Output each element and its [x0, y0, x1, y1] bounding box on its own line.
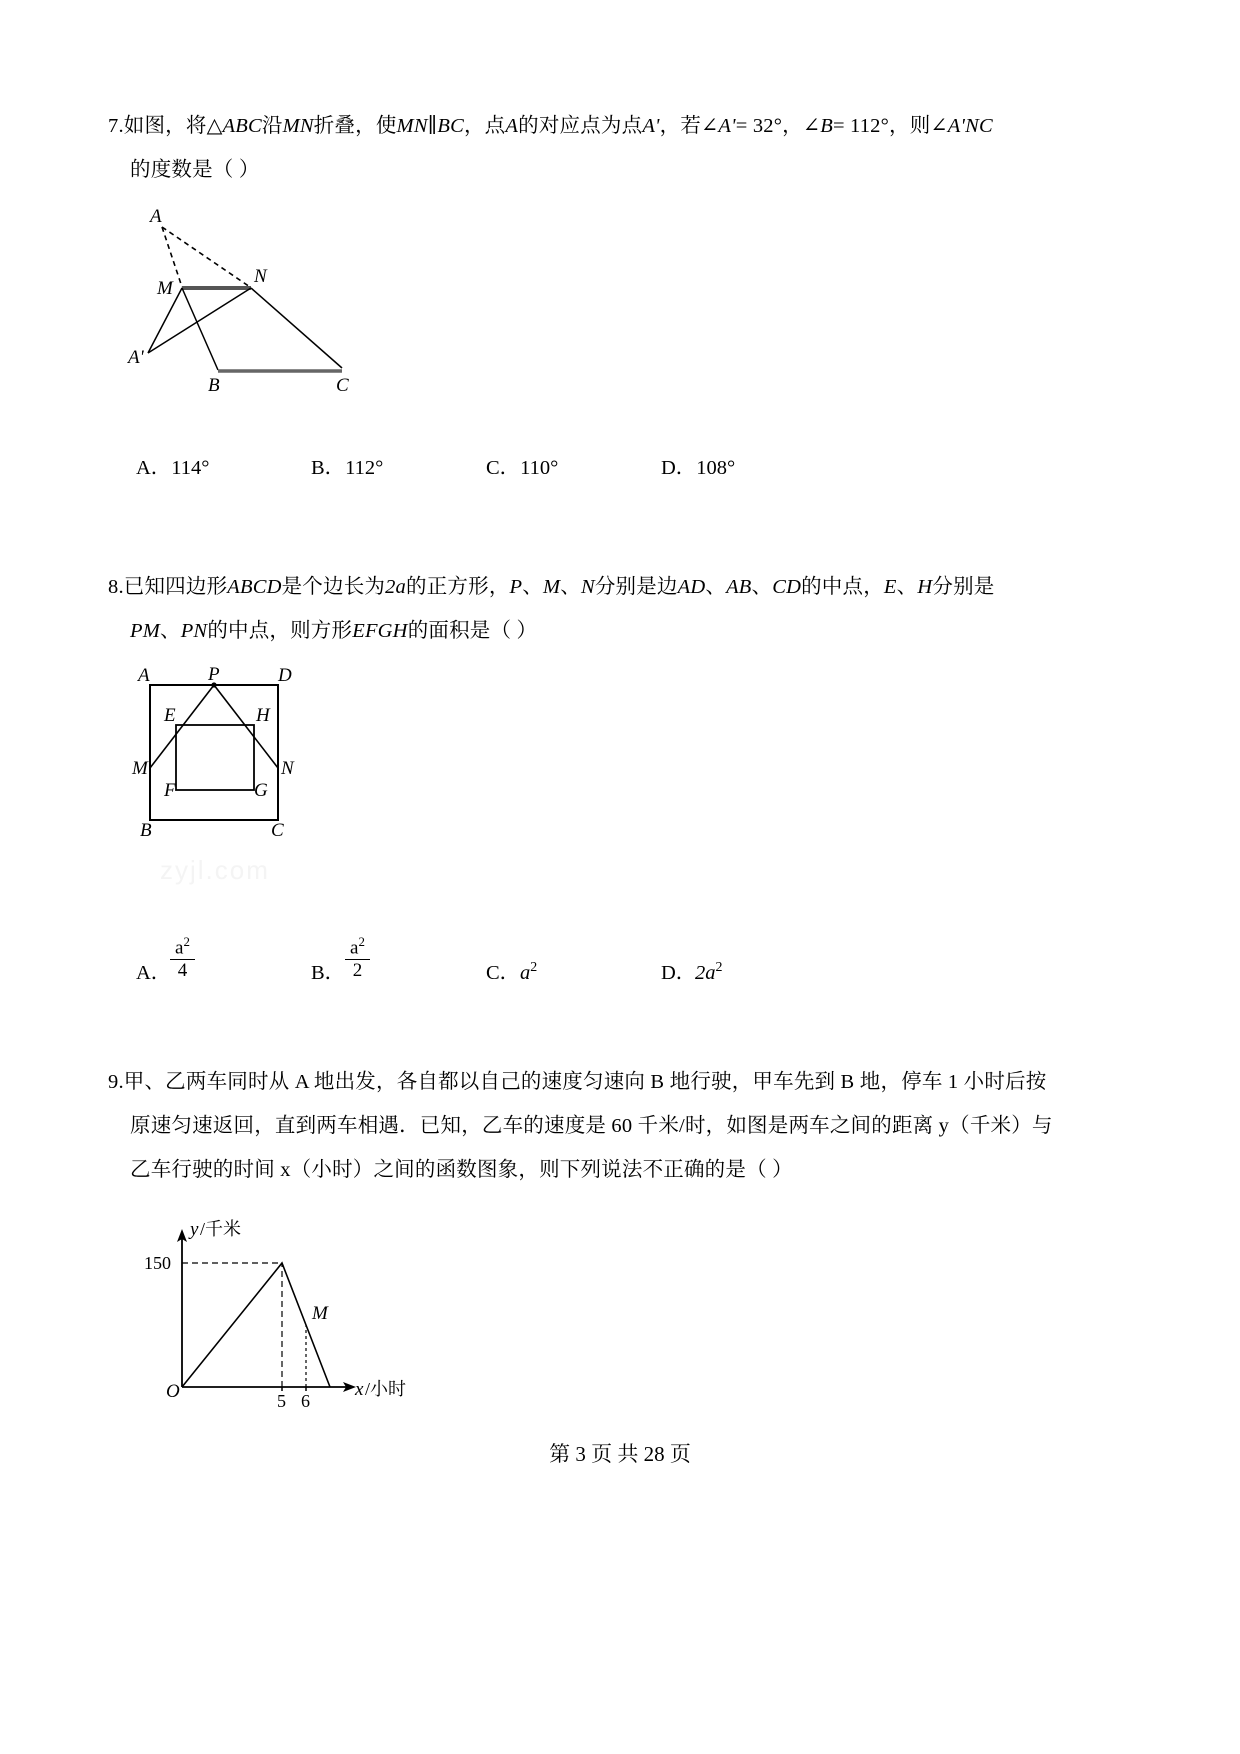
x-tick-label-6: 6 [301, 1391, 310, 1411]
figure-label-a: A [150, 206, 162, 227]
q8-text-q: 的中点， [801, 576, 884, 598]
q8-option-b-denominator: 2 [352, 960, 363, 982]
origin-label: O [166, 1381, 180, 1402]
q7-option-a[interactable] [136, 450, 311, 480]
q7-math-anc: A'NC [947, 115, 993, 137]
q8-sep-5: 、 [896, 576, 918, 598]
data-line-series [182, 1263, 330, 1387]
figure8-label-e: E [164, 705, 176, 726]
q8-text-a: 8.已知四边形 [108, 576, 228, 598]
question-8-options [136, 933, 836, 985]
q8-math-p: P [509, 576, 523, 598]
question-9-chart [120, 1215, 450, 1411]
figure8-label-h: H [256, 705, 270, 726]
x-axis-label: x [355, 1379, 364, 1400]
q8-math-ab: AB [726, 576, 752, 598]
q8-math-pn: PN [180, 620, 208, 642]
q8-text-c: 是个边长为 [281, 576, 386, 598]
distance-time-graph [120, 1215, 450, 1411]
q7-text-l: ，若∠ [659, 115, 719, 137]
q8-math-2a: 2a [385, 576, 407, 598]
question-9-line-3: 乙车行驶的时间 x（小时）之间的函数图象，则下列说法不正确的是（ ） [130, 1159, 793, 1181]
q7-math-aprime2: A' [718, 115, 736, 137]
figure8-label-b: B [140, 820, 152, 841]
q7-math-a: A [505, 115, 519, 137]
q8-option-a-denominator: 4 [177, 960, 188, 982]
q7-text-p: = 112°，则∠ [832, 115, 948, 137]
q8-option-d-value [695, 960, 722, 985]
q7-option-d[interactable] [661, 450, 836, 480]
q8-math-efgh: EFGH [352, 620, 408, 642]
figure-label-c: C [336, 375, 349, 396]
q8-math-ad: AD [677, 576, 706, 598]
q7-option-c-label: C．110° [486, 457, 559, 479]
q8-option-a-numerator [170, 935, 195, 960]
segment-pn [214, 685, 278, 768]
q7-math-bc: BC [437, 115, 464, 137]
q7-option-a-label: A．114° [136, 457, 210, 479]
y-axis-unit: /千米 [200, 1219, 242, 1239]
question-7-figure [120, 205, 410, 400]
q7-option-c[interactable] [486, 450, 661, 480]
q8-option-b-label: B． [311, 962, 346, 984]
q8-math-pm: PM [130, 620, 160, 642]
q7-option-b-label: B．112° [311, 457, 384, 479]
q8-opt-b-num-exp: 2 [358, 933, 365, 949]
q7-text-a: 7.如图，将△ [108, 115, 223, 137]
q8-opt-d-exp: 2 [715, 960, 723, 976]
q8-math-n: N [580, 576, 595, 598]
segment-nc [251, 288, 342, 368]
q8-opt-c-exp: 2 [530, 960, 538, 976]
q7-math-mn: MN [282, 115, 314, 137]
q8-text-e: 的正方形， [406, 576, 510, 598]
figure-label-n: N [254, 266, 267, 287]
q7-math-abc: ABC [222, 115, 262, 137]
q8-option-c-value [520, 960, 537, 985]
q8-opt-d-base: 2a [695, 962, 716, 984]
q8-option-b-numerator [345, 935, 370, 960]
figure-label-b: B [208, 375, 220, 396]
q8-math-cd: CD [772, 576, 802, 598]
q8-sep-2: 、 [560, 576, 581, 598]
q7-parallel-symbol: ∥ [427, 115, 438, 137]
q7-math-b: B [820, 115, 833, 137]
q8-math-h: H [917, 576, 933, 598]
q8-math-abcd: ABCD [227, 576, 282, 598]
x-tick-label-5: 5 [277, 1391, 286, 1411]
q7-text-j: 的对应点为点 [518, 115, 643, 137]
q7-text-h: ，点 [463, 115, 506, 137]
x-axis-unit: /小时 [365, 1379, 407, 1399]
q8-option-a-label: A． [136, 962, 172, 984]
question-8-figure [128, 664, 338, 841]
q8-math-e: E [883, 576, 897, 598]
q7-option-b[interactable] [311, 450, 486, 480]
question-7-options [136, 450, 836, 480]
segment-mp [150, 685, 214, 768]
figure8-label-d: D [278, 665, 292, 686]
y-axis-label: y [190, 1219, 199, 1240]
question-8-line-2 [108, 609, 994, 653]
q8-option-a-fraction [170, 935, 195, 981]
inner-square-efgh [176, 725, 254, 790]
q7-text-e: 折叠，使 [313, 115, 397, 137]
figure8-label-g: G [254, 780, 268, 801]
q7-text-n: = 32°，∠ [735, 115, 821, 137]
q8-sep-3: 、 [705, 576, 727, 598]
q7-math-mn2: MN [396, 115, 428, 137]
q8-option-d[interactable] [661, 945, 836, 985]
square-midpoints-diagram [128, 664, 338, 841]
q8-opt-a-num-base: a [175, 937, 184, 959]
q7-text-c: 沿 [261, 115, 283, 137]
q8-text-u: 分别是 [932, 576, 995, 598]
question-9 [108, 1060, 1053, 1192]
figure8-label-c: C [271, 820, 284, 841]
q8-sep-1: 、 [522, 576, 543, 598]
q8-sep-4: 、 [751, 576, 773, 598]
dashed-line-an [162, 227, 250, 287]
q8-option-c[interactable] [486, 945, 661, 985]
question-9-line-2: 原速匀速返回，直到两车相遇．已知，乙车的速度是 60 千米/时，如图是两车之间的距离 y（千米）与 [130, 1115, 1053, 1137]
q8-option-b-fraction [345, 935, 370, 981]
question-8 [108, 565, 994, 653]
q7-option-d-label: D．108° [661, 457, 736, 479]
figure8-label-p: P [208, 664, 220, 685]
q8-text-k: 分别是边 [594, 576, 678, 598]
figure8-label-n: N [281, 758, 294, 779]
q8-text-f2: 的面积是（ ） [407, 620, 538, 642]
question-9-line-1: 9.甲、乙两车同时从 A 地出发，各自都以自己的速度匀速向 B 地行驶，甲车先到 B 地，停车 1 小时后按 [108, 1071, 1047, 1093]
point-m-label: M [312, 1303, 328, 1324]
q8-option-d-label: D． [661, 962, 697, 984]
q8-option-b[interactable] [311, 933, 486, 985]
watermark: zyjl.com [160, 855, 270, 885]
page-footer: 第 3 页 共 28 页 [549, 1442, 691, 1466]
question-7-line-1 [108, 104, 993, 148]
q8-text-d2: 的中点，则方形 [207, 620, 353, 642]
figure-label-m: M [157, 278, 173, 299]
q8-opt-a-num-exp: 2 [183, 933, 190, 949]
question-8-line-1 [108, 565, 994, 609]
q8-math-m: M [542, 576, 561, 598]
question-7 [108, 104, 993, 192]
q7-math-aprime: A' [642, 115, 660, 137]
q8-sep-6: 、 [160, 620, 181, 642]
figure-label-a-prime: A' [128, 347, 144, 368]
q8-option-a[interactable] [136, 933, 311, 985]
figure8-label-a: A [138, 665, 150, 686]
question-7-line-2: 的度数是（ ） [130, 159, 260, 181]
fold-triangle-diagram [120, 205, 410, 400]
y-tick-label-150: 150 [144, 1253, 171, 1273]
figure8-label-f: F [164, 780, 176, 801]
figure8-label-m: M [132, 758, 148, 779]
q8-opt-b-num-base: a [350, 937, 359, 959]
q8-option-c-label: C． [486, 962, 521, 984]
q8-opt-c-base: a [520, 962, 531, 984]
